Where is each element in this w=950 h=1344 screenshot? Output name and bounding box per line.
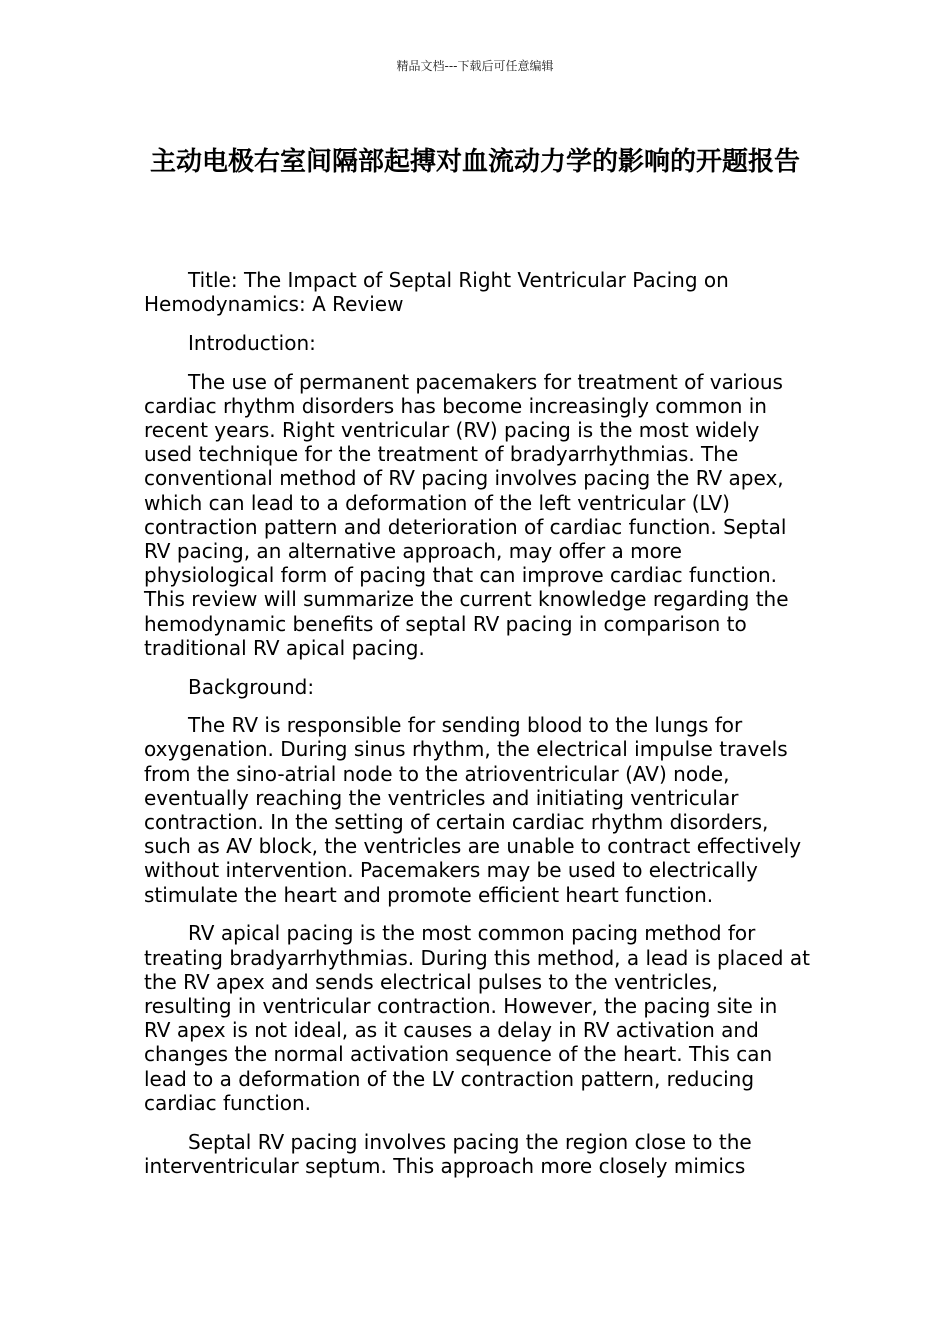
header-note: 精品文档---下载后可任意编辑: [396, 59, 554, 73]
paragraph-background-3: Septal RV pacing involves pacing the region close to the interventricular septum. This approach more closely mimics: [144, 1129, 752, 1178]
document-body: [144, 268, 810, 1192]
paragraph-background-2: RV apical pacing is the most common pacing method for treating bradyarrhythmias. During this method, a lead is placed at the RV apex and sends electrical pulses to the ventricles, resulting in ventricular contraction. However, the pacing site in RV apex is not ideal, as it causes a delay in RV activation and changes the normal activation sequence of the heart. This can lead to a deformation of the LV contraction pattern, reducing cardiac function.: [144, 921, 810, 1115]
section-heading-introduction: Introduction:: [188, 330, 316, 355]
section-heading-background: Background:: [188, 674, 315, 699]
document-title: 主动电极右室间隔部起搏对血流动力学的影响的开题报告: [149, 147, 800, 177]
title-line: Title: The Impact of Septal Right Ventricular Pacing on Hemodynamics: A Review: [144, 268, 729, 317]
paragraph-introduction: The use of permanent pacemakers for treatment of various cardiac rhythm disorders has become increasingly common in recent years. Right ventricular (RV) pacing is the most widely used technique for the treatment of bradyarrhythmias. The conventional method of RV pacing involves pacing the RV apex, which can lead to a deformation of the left ventricular (LV) contraction pattern and deterioration of cardiac function. Septal RV pacing, an alternative approach, may offer a more physiological form of pacing that can improve cardiac function. This review will summarize the current knowledge regarding the hemodynamic benefits of septal RV pacing in comparison to traditional RV apical pacing.: [144, 369, 789, 660]
paragraph-background-1: The RV is responsible for sending blood to the lungs for oxygenation. During sinus rhythm, the electrical impulse travels from the sino-atrial node to the atrioventricular (AV) node, eventually reaching the ventricles and initiating ventricular contraction. In the setting of certain cardiac rhythm disorders, such as AV block, the ventricles are unable to contract effectively without intervention. Pacemakers may be used to electrically stimulate the heart and promote efficient heart function.: [144, 713, 802, 907]
